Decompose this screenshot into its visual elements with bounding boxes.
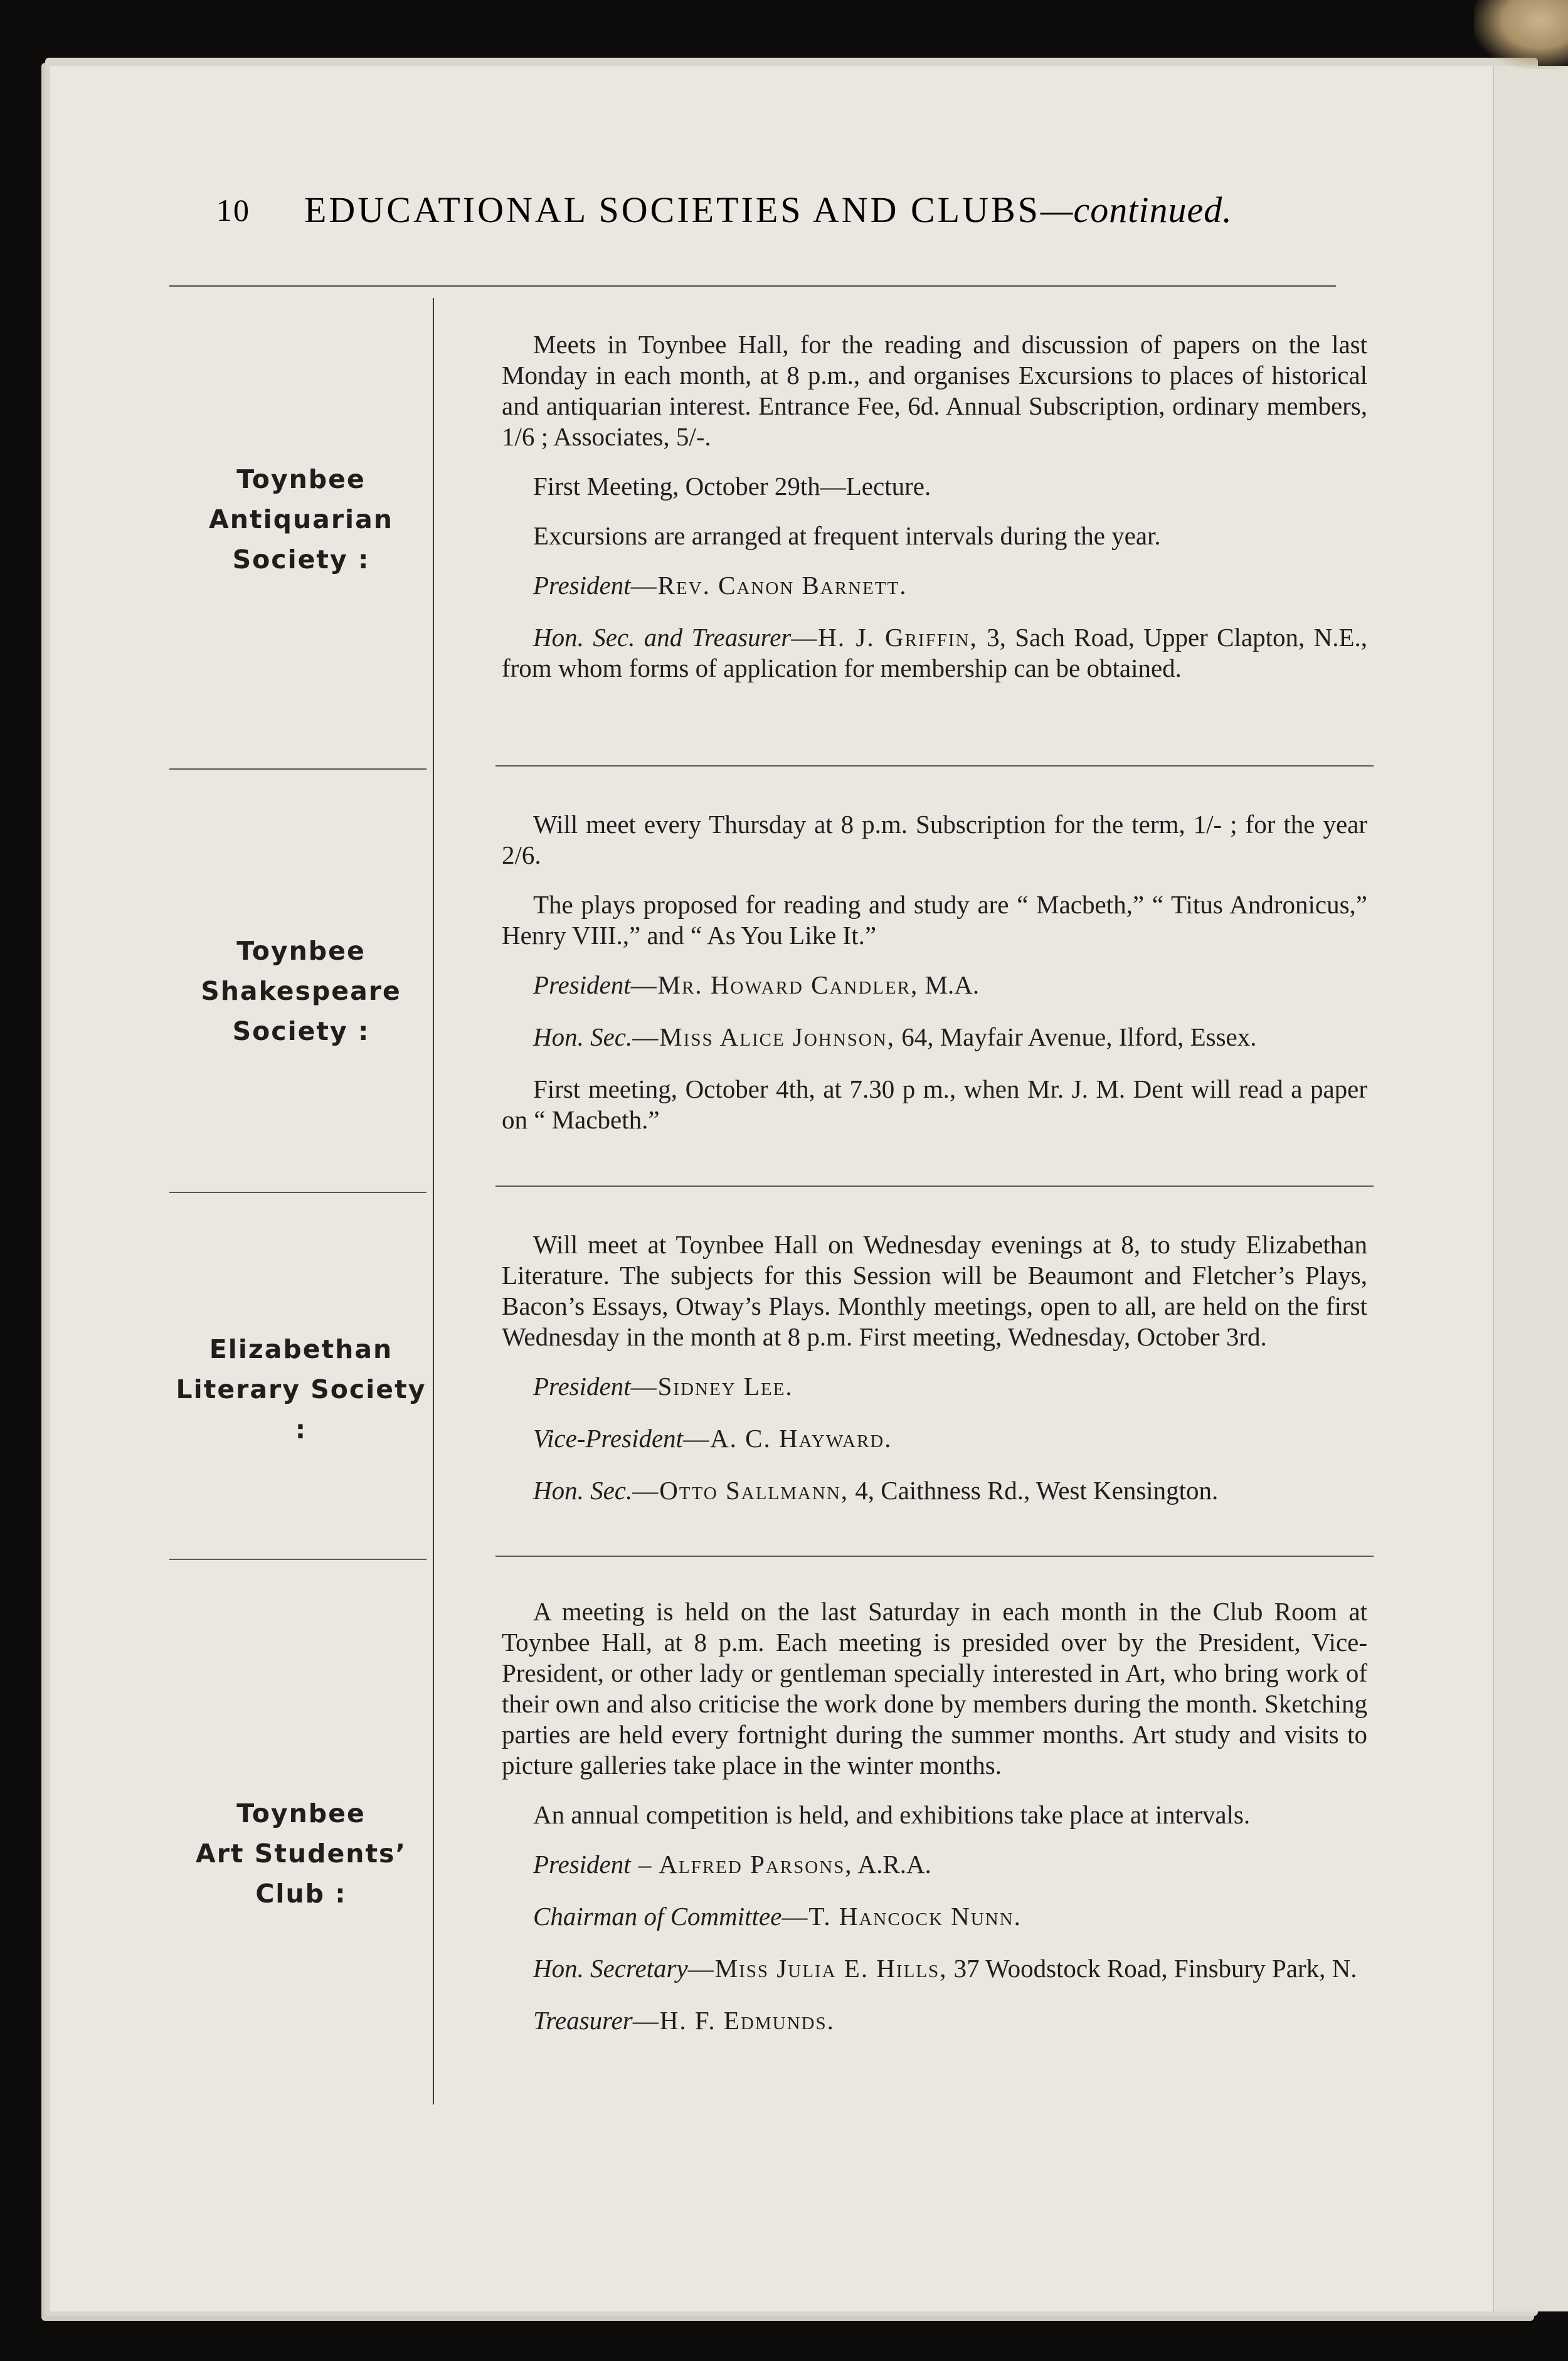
society-details [502,809,1367,1154]
president-line [502,570,1367,601]
society-name-line: Toynbee [236,936,366,966]
role-label: President [533,1850,631,1879]
society-label-column [169,1596,433,2111]
society-label-column [169,1229,433,1549]
role-label: President [533,970,631,999]
secretary-line [502,1953,1367,1984]
role-label: Hon. Sec. [533,1022,633,1051]
officer-name: – Alfred Parsons, [630,1850,853,1879]
society-name [169,1329,433,1450]
secretary-line [502,622,1367,684]
section-elizabethan-society [169,1229,1367,1568]
section-antiquarian-society [169,329,1368,737]
society-name-line: Society : [232,1016,370,1046]
section-shakespeare-society [169,809,1367,1173]
society-name [196,1793,406,1914]
officer-name: —H. F. Edmunds. [632,2006,835,2035]
role-label: Treasurer [533,2006,633,2035]
page-number: 10 [216,193,250,228]
plays-proposed: The plays proposed for reading and study are “ Macbeth,” “ Titus Andronicus,” Henry VIII.,” and “ As You Like It.” [502,890,1367,950]
society-label-column [169,809,433,1173]
section-separator-left [169,1559,426,1560]
secretary-line [502,1022,1367,1053]
vice-president-line [502,1423,1367,1454]
society-name [209,459,393,580]
facing-page-edge [1493,66,1568,2311]
section-separator-left [169,1192,426,1193]
section-separator-right [495,1186,1374,1187]
page-header [166,154,1345,267]
society-details [502,1596,1367,2057]
officer-name: —T. Hancock Nunn. [781,1902,1022,1931]
society-name-line: Club : [255,1879,347,1909]
society-description: Will meet at Toynbee Hall on Wednesday evenings at 8, to study Elizabethan Literature. The subjects for this Session will be Beaumont and Fletcher’s Plays, Bacon’s Essays, Otway’s Plays. Monthly meetings, open to all, are held on the first Wednesday in the month at 8 p.m. First meeting, Wednesday, October 3rd. [502,1230,1367,1351]
society-description: Meets in Toynbee Hall, for the reading and discussion of papers on the last Monday in each month, at 8 p.m., and organises Excursions to places of historical and antiquarian interest. Entrance Fee, 6d. Annual Subscription, ordinary members, 1/6 ; Associates, 5/-. [502,330,1367,451]
role-label: Hon. Secretary [533,1954,688,1983]
society-name-line: Literary Society : [176,1374,426,1445]
society-description: Will meet every Thursday at 8 p.m. Subscription for the term, 1/- ; for the year 2/6. [502,810,1367,869]
section-separator-left [169,768,426,770]
role-label: Hon. Sec. and Treasurer [533,623,792,652]
society-name-line: Antiquarian [209,504,393,534]
officer-address: 64, Mayfair Avenue, Ilford, Essex. [894,1022,1257,1051]
president-line [502,1849,1367,1880]
role-label: President [533,571,631,600]
page-title-continued: —continued. [1040,189,1232,230]
page-title-text: EDUCATIONAL SOCIETIES AND CLUBS [304,189,1041,230]
society-label-column [169,329,433,709]
officer-name: —Sidney Lee. [630,1372,793,1401]
treasurer-line [502,2005,1367,2036]
header-rule [169,285,1336,287]
officer-name: —H. J. Griffin, [791,623,978,652]
competition-note: An annual competition is held, and exhibitions take place at intervals. [533,1800,1251,1829]
section-art-students-club [169,1596,1367,2117]
society-name-line: Elizabethan [209,1334,393,1364]
president-line [502,970,1367,1000]
role-label: Chairman of Committee [533,1902,782,1931]
society-description: A meeting is held on the last Saturday in each month in the Club Room at Toynbee Hall, at 8 p.m. Each meeting is presided over by the President, Vice-President, or other lady or gentleman specially interested in Art, who bring work of their own and also criticise the work done by members during the month. Sketching parties are held every fortnight during the summer months. Art study and visits to picture galleries take place in the winter months. [502,1597,1367,1780]
section-separator-right [495,765,1374,767]
officer-degree: M.A. [918,970,980,999]
page-title [304,154,1232,267]
officer-degree: A.R.A. [852,1850,931,1879]
society-name-line: Toynbee [236,464,366,494]
role-label: Vice-President [533,1424,684,1453]
paper-stain [1474,0,1568,69]
secretary-line [502,1475,1367,1506]
role-label: President [533,1372,631,1401]
officer-name: —Mr. Howard Candler, [630,970,919,999]
chairman-line [502,1901,1367,1932]
officer-name: —Miss Alice Johnson, [632,1022,895,1051]
officer-address: 37 Woodstock Road, Finsbury Park, N. [947,1954,1357,1983]
president-line [502,1371,1367,1402]
officer-name: —Rev. Canon Barnett. [630,571,908,600]
society-name-line: Shakespeare [201,976,401,1006]
society-name-line: Toynbee [236,1798,366,1828]
society-name-line: Society : [232,544,370,575]
officer-address: 3, Sach Road, Upper Clapton, N.E., from whom forms of application for membership can be obtained. [502,623,1368,682]
society-details [502,329,1367,705]
officer-address: 4, Caithness Rd., West Kensington. [849,1476,1219,1505]
society-name-line: Art Students’ [195,1838,407,1869]
role-label: Hon. Sec. [533,1476,633,1505]
officer-name: —Miss Julia E. Hills, [687,1954,948,1983]
society-details [502,1229,1367,1527]
excursions-note: Excursions are arranged at frequent intervals during the year. [533,521,1161,550]
first-meeting: First Meeting, October 29th—Lecture. [533,472,931,501]
first-meeting: First meeting, October 4th, at 7.30 p m., when Mr. J. M. Dent will read a paper on “ Macbeth.” [502,1074,1367,1134]
society-name [201,931,401,1051]
officer-name: —Otto Sallmann, [632,1476,849,1505]
officer-name: —A. C. Hayward. [683,1424,893,1453]
section-separator-right [495,1556,1374,1557]
